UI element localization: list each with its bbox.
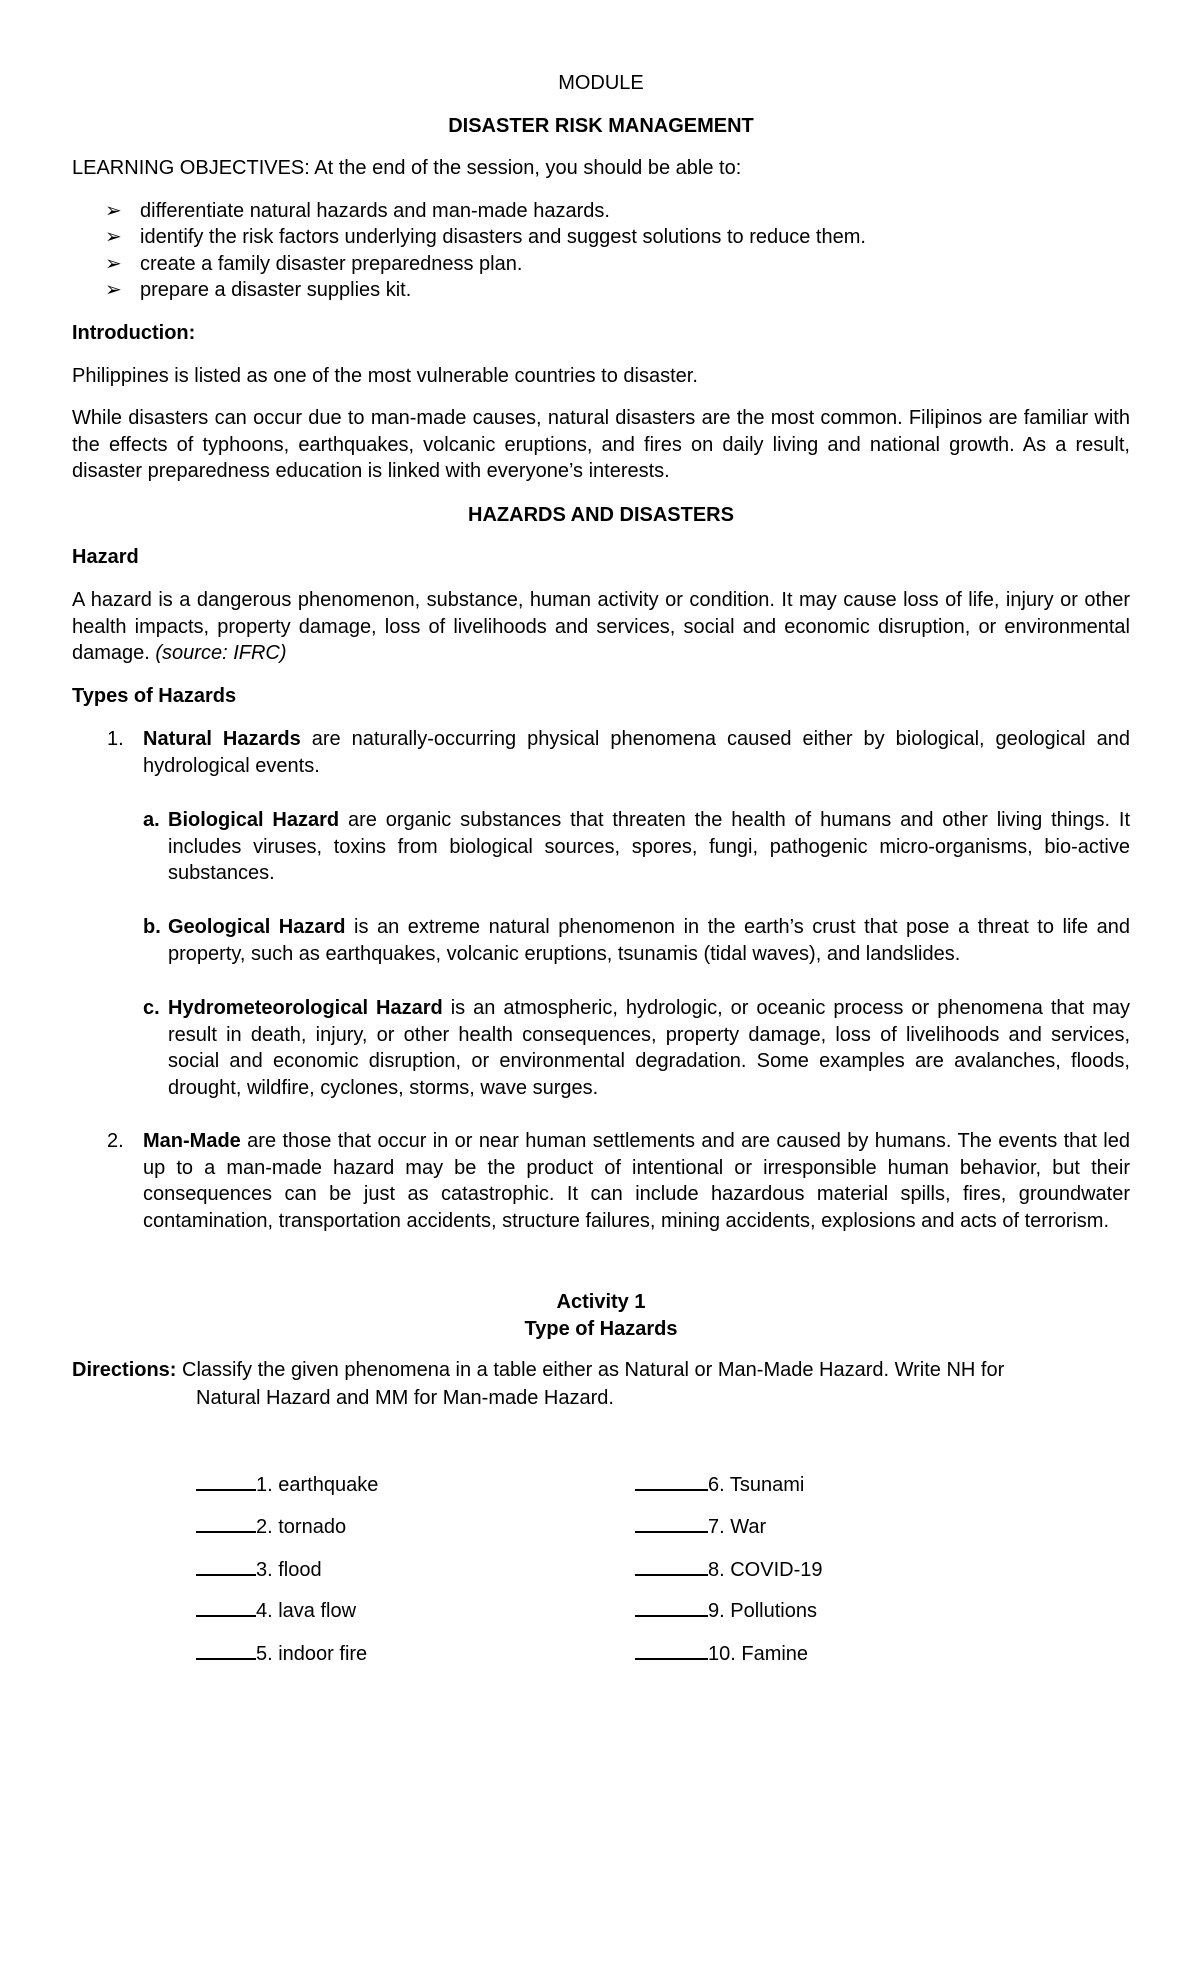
activity-item	[196, 1471, 378, 1499]
module-label: MODULE	[558, 72, 644, 94]
answer-blank[interactable]	[196, 1640, 256, 1660]
type-text: are naturally-occurring physical phenomena caused either by biological, geological and hydrological events.	[143, 728, 1130, 777]
item-label: 5. indoor fire	[256, 1643, 368, 1665]
subtype-term: Biological Hazard	[168, 809, 340, 831]
page-title: DISASTER RISK MANAGEMENT	[448, 115, 754, 137]
subtype-term: Hydrometeorological Hazard	[168, 997, 443, 1019]
answer-blank[interactable]	[196, 1556, 256, 1576]
directions-text: Classify the given phenomena in a table either as Natural or Man-Made Hazard. Write NH for	[176, 1359, 1005, 1381]
type-term: Man-Made	[143, 1130, 241, 1152]
intro-heading: Introduction:	[72, 322, 196, 344]
item-label: 3. flood	[256, 1559, 322, 1581]
activity-item	[635, 1513, 766, 1541]
activity-subtitle: Type of Hazards	[524, 1318, 678, 1340]
type-term: Natural Hazards	[143, 728, 301, 750]
hazard-text: A hazard is a dangerous phenomenon, substance, human activity or condition. It may cause loss of life, injury or other health impacts, property damage, loss of livelihoods and services, social and economic disruption, or environmental damage.	[72, 589, 1130, 664]
list-number: 2.	[107, 1130, 124, 1152]
objective-text: prepare a disaster supplies kit.	[140, 279, 412, 301]
directions-text-cont: Natural Hazard and MM for Man-made Hazard.	[196, 1387, 614, 1409]
types-heading: Types of Hazards	[72, 685, 237, 707]
hazard-heading: Hazard	[72, 546, 139, 568]
subtype-text: are organic substances that threaten the health of humans and other living things. It includes viruses, toxins from biological sources, spores, fungi, pathogenic micro-organisms, bio-active substances.	[168, 809, 1131, 884]
directions-label: Directions:	[72, 1359, 177, 1381]
objective-text: create a family disaster preparedness plan.	[140, 253, 523, 275]
activity-item	[635, 1556, 822, 1584]
hazard-definition	[72, 587, 1130, 667]
answer-blank[interactable]	[196, 1471, 256, 1491]
answer-blank[interactable]	[635, 1640, 708, 1660]
answer-blank[interactable]	[635, 1597, 708, 1617]
arrow-bullet-icon: ➢	[105, 253, 122, 275]
intro-paragraph-1: Philippines is listed as one of the most vulnerable countries to disaster.	[72, 365, 698, 387]
objective-text: identify the risk factors underlying disasters and suggest solutions to reduce them.	[140, 226, 866, 248]
list-letter: a.	[143, 809, 160, 831]
answer-blank[interactable]	[196, 1513, 256, 1533]
objectives-intro: LEARNING OBJECTIVES: At the end of the session, you should be able to:	[72, 157, 742, 179]
answer-blank[interactable]	[635, 1471, 708, 1491]
section-heading: HAZARDS AND DISASTERS	[468, 504, 734, 526]
activity-item	[196, 1513, 346, 1541]
directions	[72, 1357, 1130, 1384]
item-label: 6. Tsunami	[708, 1474, 805, 1496]
item-label: 2. tornado	[256, 1516, 347, 1538]
activity-item	[635, 1597, 817, 1625]
objective-text: differentiate natural hazards and man-made hazards.	[140, 200, 610, 222]
objective-item	[105, 224, 866, 251]
type-text: are those that occur in or near human settlements and are caused by humans. The events that led up to a man-made hazard may be the product of intentional or irresponsible human behavior, but their consequences can be just as catastrophic. It can include hazardous material spills, fires, groundwater contamination, transportation accidents, structure failures, mining accidents, explosions and acts of terrorism.	[143, 1130, 1130, 1232]
list-letter: c.	[143, 997, 160, 1019]
item-label: 7. War	[708, 1516, 767, 1538]
subtype-term: Geological Hazard	[168, 916, 346, 938]
objective-item	[105, 277, 412, 304]
objective-item	[105, 251, 523, 278]
arrow-bullet-icon: ➢	[105, 200, 122, 222]
intro-paragraph-2: While disasters can occur due to man-made causes, natural disasters are the most common. Filipinos are familiar with the effects of typhoons, earthquakes, volcanic eruptions, and fires on daily living and national growth. As a result, disaster preparedness education is linked with everyone’s interests.	[72, 407, 1130, 482]
objective-item	[105, 198, 610, 225]
activity-item	[635, 1640, 808, 1668]
arrow-bullet-icon: ➢	[105, 279, 122, 301]
activity-item	[196, 1640, 367, 1668]
arrow-bullet-icon: ➢	[105, 226, 122, 248]
answer-blank[interactable]	[196, 1597, 256, 1617]
activity-item	[196, 1556, 322, 1584]
item-label: 9. Pollutions	[708, 1600, 817, 1622]
item-label: 1. earthquake	[256, 1474, 379, 1496]
item-label: 10. Famine	[708, 1643, 809, 1665]
activity-item	[635, 1471, 804, 1499]
subtype-text: is an atmospheric, hydrologic, or oceanic process or phenomena that may result in death, injury, or other health consequences, property damage, loss of livelihoods and services, social and economic disruption, or environmental degradation. Some examples are avalanches, floods, drought, wildfire, cyclones, storms, wave surges.	[168, 997, 1130, 1099]
activity-title: Activity 1	[556, 1291, 646, 1313]
activity-item	[196, 1597, 356, 1625]
subtype-text: is an extreme natural phenomenon in the earth’s crust that pose a threat to life and property, such as earthquakes, volcanic eruptions, tsunamis (tidal waves), and landslides.	[168, 916, 1130, 965]
answer-blank[interactable]	[635, 1556, 708, 1576]
answer-blank[interactable]	[635, 1513, 708, 1533]
item-label: 8. COVID-19	[708, 1559, 823, 1581]
list-letter: b.	[143, 916, 161, 938]
hazard-source: (source: IFRC)	[155, 642, 287, 664]
list-number: 1.	[107, 728, 124, 750]
item-label: 4. lava flow	[256, 1600, 357, 1622]
